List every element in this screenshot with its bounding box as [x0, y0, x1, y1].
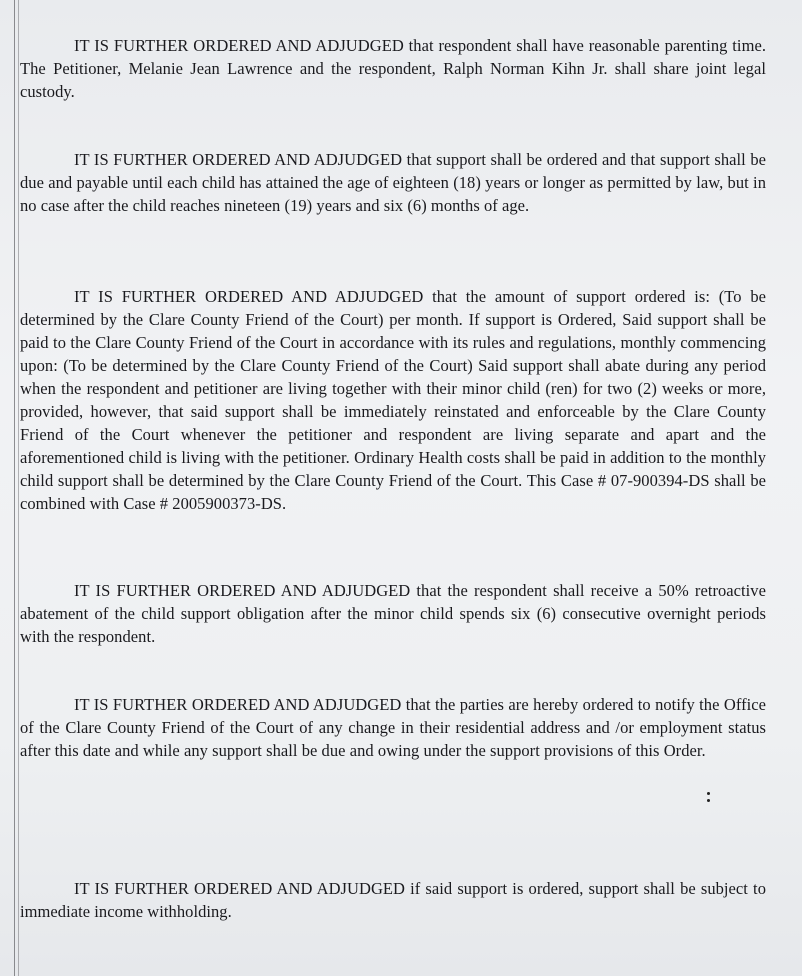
paragraph-text: IT IS FURTHER ORDERED AND ADJUDGED that respondent shall have reasonable parenting time. The Petitioner, Melanie Jean Lawrence and the respondent, Ralph Norman Kihn Jr. shall share joint legal custody. — [20, 36, 766, 101]
paragraph-income-withholding — [20, 877, 766, 923]
left-margin-rule-inner — [18, 0, 19, 976]
paragraph-parenting-custody — [20, 34, 766, 103]
left-margin-rule — [14, 0, 15, 976]
paragraph-text: IT IS FURTHER ORDERED AND ADJUDGED that the parties are hereby ordered to notify the Office of the Clare County Friend of the Court of any change in their residential address and /or employment status after this date and while any support shall be due and owing under the support provisions of this Order. — [20, 695, 766, 760]
paragraph-text: IT IS FURTHER ORDERED AND ADJUDGED that the amount of support ordered is: (To be determined by the Clare County Friend of the Court) per month. If support is Ordered, Said support shall be paid to the Clare County Friend of the Court in accordance with its rules and regulations, monthly commencing upon: (To be determined by the Clare County Friend of the Court) Said support shall abate during any period when the respondent and petitioner are living together with their minor child (ren) for two (2) weeks or more, provided, however, that said support shall be immediately reinstated and enforceable by the Clare County Friend of the Court whenever the petitioner and respondent are living separate and apart and the aforementioned child is living with the petitioner. Ordinary Health costs shall be paid in addition to the monthly child support shall be determined by the Clare County Friend of the Court. This Case # 07-900394-DS shall be combined with Case # 2005900373-DS. — [20, 287, 766, 513]
paragraph-text: IT IS FURTHER ORDERED AND ADJUDGED that the respondent shall receive a 50% retroactive abatement of the child support obligation after the minor child spends six (6) consecutive overnight periods with the respondent. — [20, 581, 766, 646]
paragraph-support-duration — [20, 148, 766, 217]
paragraph-retroactive-abatement — [20, 579, 766, 648]
paragraph-text: IT IS FURTHER ORDERED AND ADJUDGED that support shall be ordered and that support shall be due and payable until each child has attained the age of eighteen (18) years or longer as permitted by law, but in no case after the child reaches nineteen (19) years and six (6) months of age. — [20, 150, 766, 215]
paragraph-text: IT IS FURTHER ORDERED AND ADJUDGED if said support is ordered, support shall be subject to immediate income withholding. — [20, 879, 766, 921]
ink-speck-mark — [707, 792, 710, 802]
paragraph-support-amount — [20, 285, 766, 515]
paragraph-notify-changes — [20, 693, 766, 762]
